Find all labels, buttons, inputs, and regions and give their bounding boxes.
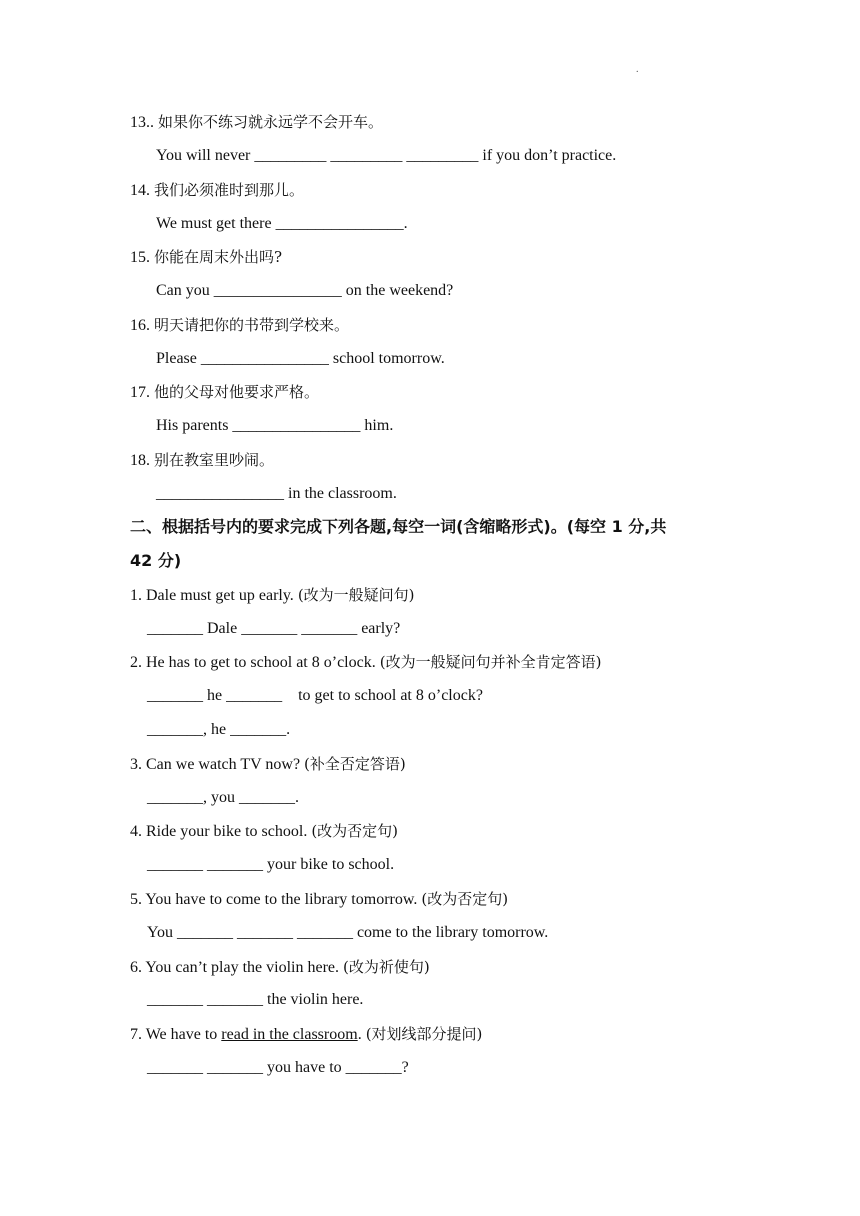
q14-chinese	[130, 180, 304, 201]
q16-chinese	[130, 315, 349, 336]
p2-q6-cn: (改为祈使句)	[343, 958, 430, 976]
q18-cn-text: 别在教室里吵闹。	[154, 451, 275, 469]
q17-english: His parents ________________ him.	[156, 417, 394, 434]
q14-cn-text: 我们必须准时到那儿。	[154, 181, 305, 199]
p2-q6-answer: _______ _______ the violin here.	[147, 991, 364, 1008]
p2-q4-cn: (改为否定句)	[311, 822, 399, 840]
q16-english: Please ________________ school tomorrow.	[156, 350, 445, 367]
p2-q2-answer: _______ he _______ to get to school at 8 o’clock?	[147, 687, 483, 704]
q15-chinese	[130, 247, 282, 268]
q15-english: Can you ________________ on the weekend?	[156, 282, 454, 299]
q18-number: 18.	[130, 452, 150, 469]
p2-q7-underlined-part: read in the classroom	[221, 1026, 358, 1043]
q13-number: 13..	[130, 114, 154, 131]
p2-q3-answer: _______, you _______.	[147, 789, 299, 806]
q14-number: 14.	[130, 182, 150, 199]
q17-number: 17.	[130, 384, 150, 401]
p2-q1-answer: _______ Dale _______ _______ early?	[147, 620, 401, 637]
p2-q2-cn: (改为一般疑问句并补全肯定答语)	[379, 653, 602, 671]
q16-number: 16.	[130, 317, 150, 334]
p2-q1-en: 1. Dale must get up early.	[130, 587, 294, 604]
p2-q4-prompt	[130, 821, 398, 842]
p2-q6-en: 6. You can’t play the violin here.	[130, 959, 340, 976]
p2-q4-en: 4. Ride your bike to school.	[130, 823, 308, 840]
q18-english: ________________ in the classroom.	[156, 485, 397, 502]
p2-q7-en-pre: 7. We have to	[130, 1026, 222, 1043]
section-2-heading-cont: 42 分)	[130, 551, 182, 570]
p2-q7-en-post: .	[357, 1026, 362, 1043]
section-2-heading: 二、根据括号内的要求完成下列各题,每空一词(含缩略形式)。(每空 1 分,共	[130, 517, 667, 536]
p2-q7-prompt	[130, 1024, 482, 1045]
p2-q2-en: 2. He has to get to school at 8 o’clock.	[130, 654, 376, 671]
p2-q2-prompt	[130, 652, 601, 673]
q13-english: You will never _________ _________ _________ if you don’t practice.	[156, 147, 617, 164]
p2-q1-prompt	[130, 585, 415, 606]
q13-cn-text: 如果你不练习就永远学不会开车。	[158, 113, 384, 131]
p2-q3-en: 3. Can we watch TV now?	[130, 756, 301, 773]
corner-mark: .	[636, 64, 639, 75]
q16-cn-text: 明天请把你的书带到学校来。	[154, 316, 350, 334]
q15-cn-text: 你能在周末外出吗?	[154, 248, 283, 266]
p2-q7-cn: (对划线部分提问)	[365, 1025, 483, 1043]
q13-chinese	[130, 112, 383, 133]
p2-q5-cn: (改为否定句)	[421, 890, 509, 908]
q18-chinese	[130, 450, 274, 471]
q17-cn-text: 他的父母对他要求严格。	[154, 383, 320, 401]
p2-q5-answer: You _______ _______ _______ come to the library tomorrow.	[147, 924, 549, 941]
q15-number: 15.	[130, 249, 150, 266]
p2-q5-prompt	[130, 889, 508, 910]
p2-q3-prompt	[130, 754, 406, 775]
p2-q4-answer: _______ _______ your bike to school.	[147, 856, 395, 873]
p2-q3-cn: (补全否定答语)	[304, 755, 406, 773]
p2-q5-en: 5. You have to come to the library tomorrow.	[130, 891, 418, 908]
p2-q2-reply: _______, he _______.	[147, 721, 291, 738]
q17-chinese	[130, 382, 319, 403]
p2-q6-prompt	[130, 957, 430, 978]
p2-q1-cn: (改为一般疑问句)	[297, 586, 415, 604]
q14-english: We must get there ________________.	[156, 215, 408, 232]
p2-q7-answer: _______ _______ you have to _______?	[147, 1059, 409, 1076]
